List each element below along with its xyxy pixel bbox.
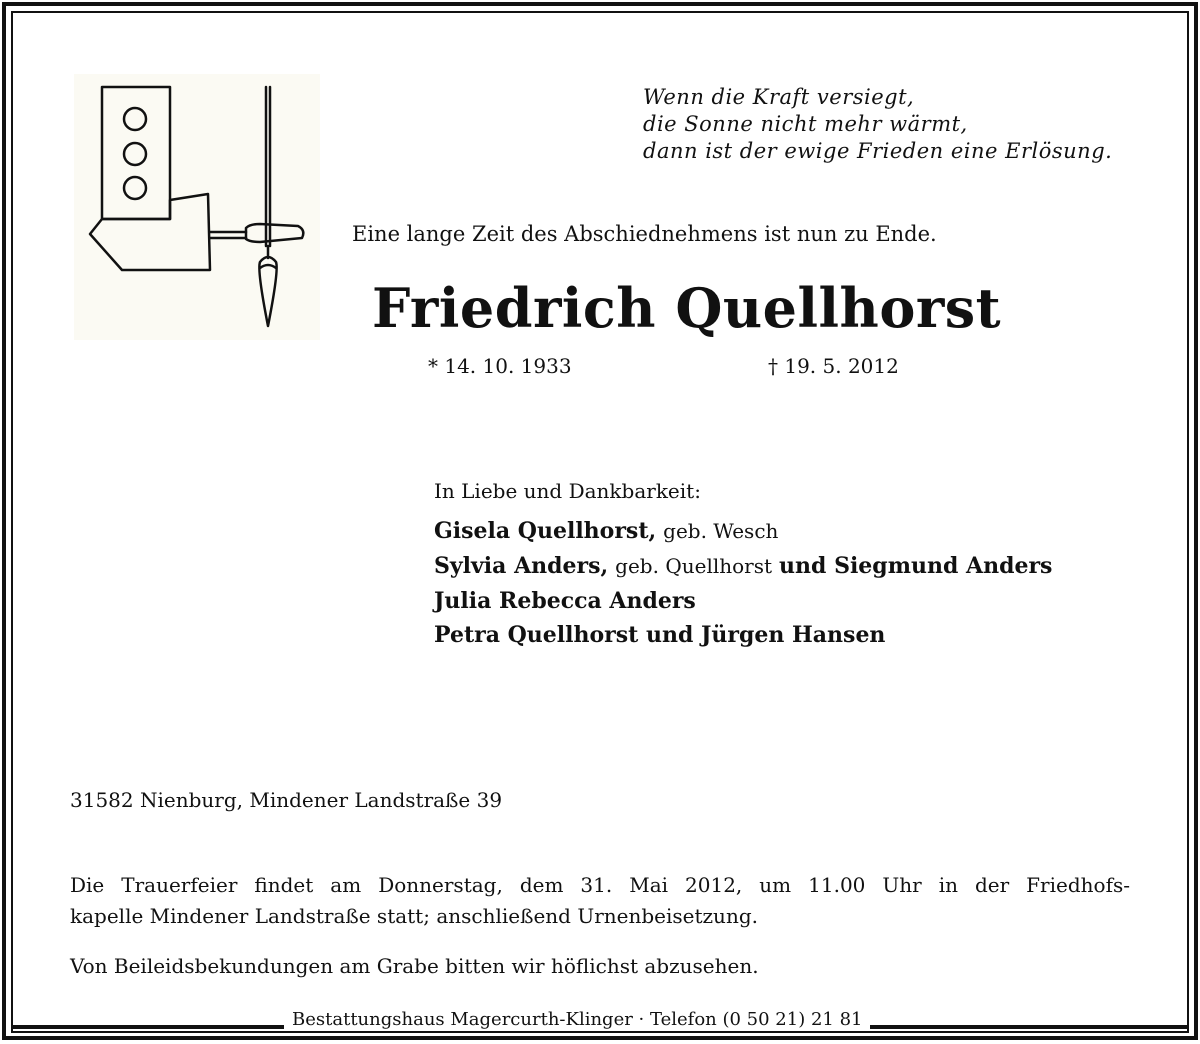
condolence-note: Von Beileidsbekundungen am Grabe bitten wir höflichst abzusehen.: [70, 954, 759, 978]
birth-date: * 14. 10. 1933: [428, 354, 572, 378]
quote-line: die Sonne nicht mehr wärmt,: [643, 112, 968, 136]
mason-level-trowel-plumb-bob-icon: [74, 74, 320, 340]
mourner-name: Sylvia Anders,: [434, 553, 609, 579]
intro-text: Eine lange Zeit des Abschiednehmens ist nun zu Ende.: [352, 222, 937, 246]
deceased-name: Friedrich Quellhorst: [372, 276, 1002, 340]
mason-emblem: [74, 74, 320, 340]
mourners-list: [434, 514, 1052, 652]
ceremony-notice: [70, 870, 1130, 932]
mourner-name: Gisela Quellhorst,: [434, 518, 657, 544]
mourner-line: [434, 549, 1052, 584]
mourner-line: Petra Quellhorst und Jürgen Hansen: [434, 622, 886, 648]
ceremony-line: Die Trauerfeier findet am Donnerstag, dem 31. Mai 2012, um 11.00 Uhr in der Friedhofs-: [70, 873, 1130, 897]
funeral-home-footer: Bestattungshaus Magercurth-Klinger · Telefon (0 50 21) 21 81: [284, 1009, 870, 1030]
family-address: 31582 Nienburg, Mindener Landstraße 39: [70, 788, 503, 812]
mourner-maiden-name: geb. Wesch: [663, 519, 779, 543]
mourner-line: Julia Rebecca Anders: [434, 588, 696, 614]
ceremony-line: kapelle Mindener Landstraße statt; anschließend Urnenbeisetzung.: [70, 904, 758, 928]
mourner-line: [434, 514, 1052, 549]
mourner-maiden-name: geb. Quellhorst: [615, 554, 773, 578]
death-date: † 19. 5. 2012: [768, 354, 899, 378]
memorial-quote: [643, 84, 1112, 165]
mourners-heading: In Liebe und Dankbarkeit:: [434, 479, 701, 503]
quote-line: Wenn die Kraft versiegt,: [643, 85, 915, 109]
quote-line: dann ist der ewige Frieden eine Erlösung.: [643, 139, 1113, 163]
mourner-partner: und Siegmund Anders: [779, 553, 1053, 579]
